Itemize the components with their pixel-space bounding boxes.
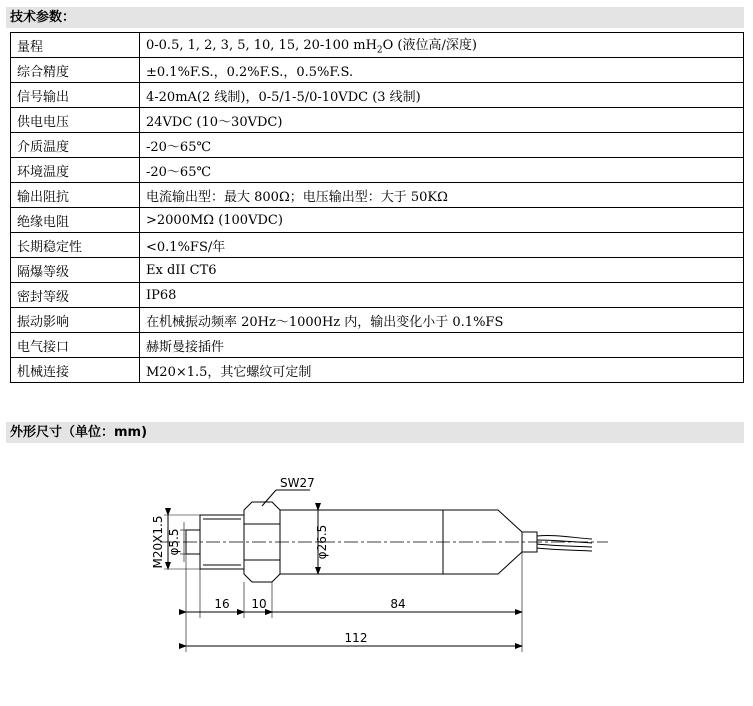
spec-row <box>11 258 744 283</box>
length-10-label: 10 <box>251 597 267 611</box>
spec-row <box>11 308 744 333</box>
spec-label: 量程 <box>11 33 140 58</box>
dimension-drawing <box>0 460 753 706</box>
spec-label: 隔爆等级 <box>11 258 140 283</box>
spec-row <box>11 58 744 83</box>
spec-value: ±0.1%F.S.，0.2%F.S.，0.5%F.S. <box>140 58 744 83</box>
spec-row <box>11 233 744 258</box>
spec-label: 综合精度 <box>11 58 140 83</box>
spec-row <box>11 83 744 108</box>
spec-row <box>11 283 744 308</box>
spec-value: M20×1.5，其它螺纹可定制 <box>140 358 744 383</box>
spec-label: 介质温度 <box>11 133 140 158</box>
spec-label: 输出阻抗 <box>11 183 140 208</box>
length-112-label: 112 <box>344 631 368 645</box>
spec-row <box>11 133 744 158</box>
hex-size-label: SW27 <box>280 476 315 490</box>
spec-value-text: 0-0.5, 1, 2, 3, 5, 10, 15, 20-100 mH <box>146 38 377 54</box>
spec-table <box>10 32 744 383</box>
spec-value: 赫斯曼接插件 <box>140 333 744 358</box>
spec-value-subscript: 2 <box>376 45 383 56</box>
spec-label: 环境温度 <box>11 158 140 183</box>
spec-label: 振动影响 <box>11 308 140 333</box>
spec-value: -20～65℃ <box>140 133 744 158</box>
spec-value: 24VDC (10～30VDC) <box>140 108 744 133</box>
spec-section-header: 技术参数： <box>6 7 744 28</box>
spec-value: -20～65℃ <box>140 158 744 183</box>
dimension-section-header: 外形尺寸（单位：mm) <box>6 422 744 443</box>
length-16-label: 16 <box>214 597 230 611</box>
spec-value: 4-20mA(2 线制)，0-5/1-5/0-10VDC (3 线制) <box>140 83 744 108</box>
spec-label: 供电电压 <box>11 108 140 133</box>
spec-row <box>11 33 744 58</box>
thread-dimension-label: M20X1.5 <box>151 515 165 569</box>
spec-label: 电气接口 <box>11 333 140 358</box>
spec-value-tail: O (液位高/深度) <box>382 38 477 54</box>
spec-row <box>11 108 744 133</box>
spec-label: 长期稳定性 <box>11 233 140 258</box>
length-84-label: 84 <box>390 597 406 611</box>
spec-label: 机械连接 <box>11 358 140 383</box>
spec-value <box>140 33 744 58</box>
spec-row <box>11 183 744 208</box>
bore-dimension-label: φ5.5 <box>167 528 181 556</box>
spec-value: 电流输出型：最大 800Ω；电压输出型：大于 50KΩ <box>140 183 744 208</box>
spec-value: >2000MΩ (100VDC) <box>140 208 744 233</box>
spec-value: <0.1%FS/年 <box>140 233 744 258</box>
spec-row <box>11 208 744 233</box>
spec-row <box>11 358 744 383</box>
body-diameter-label: φ26.5 <box>315 524 329 560</box>
spec-label: 密封等级 <box>11 283 140 308</box>
spec-row <box>11 333 744 358</box>
spec-label: 绝缘电阻 <box>11 208 140 233</box>
spec-value: IP68 <box>140 283 744 308</box>
spec-value: 在机械振动频率 20Hz～1000Hz 内，输出变化小于 0.1%FS <box>140 308 744 333</box>
spec-row <box>11 158 744 183</box>
spec-value: Ex dII CT6 <box>140 258 744 283</box>
spec-label: 信号输出 <box>11 83 140 108</box>
